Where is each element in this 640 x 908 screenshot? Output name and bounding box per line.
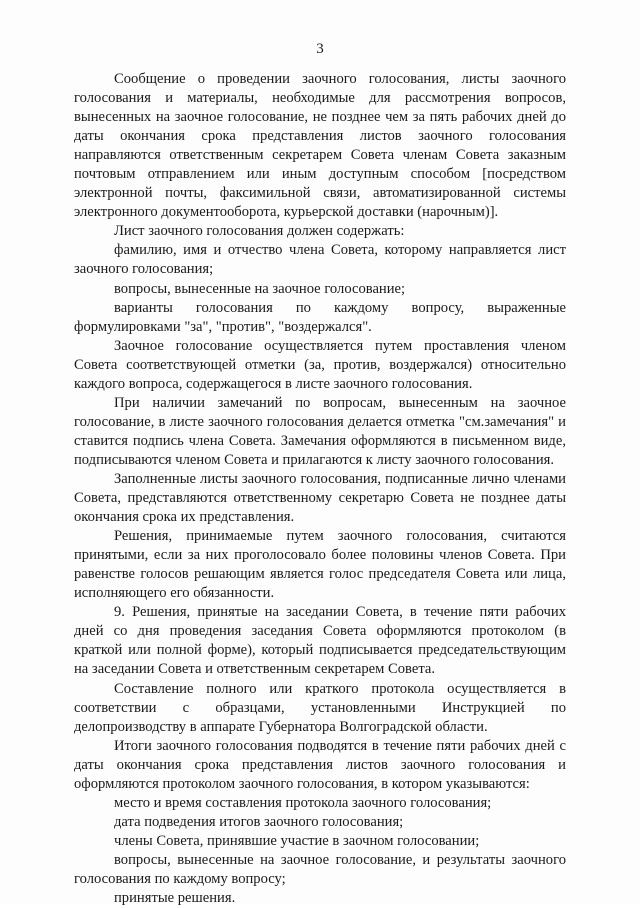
paragraph-ballot-options: варианты голосования по каждому вопросу, выраженные формулировками "за", "против", "воздержался". <box>74 299 566 335</box>
paragraph-ballot-contents-intro: Лист заочного голосования должен содержать: <box>114 223 405 240</box>
paragraph-section-9: 9. Решения, принятые на заседании Совета, в течение пяти рабочих дней со дня проведения заседания Совета оформляются протоколом (в краткой или полной форме), который подписывается председательствующим на заседании Совета и ответственным секретарем Совета. <box>74 604 566 678</box>
paragraph-results-summary: Итоги заочного голосования подводятся в течение пяти рабочих дней с даты окончания срока представления листов заочного голосования и оформляются протоколом заочного голосования, в котором указываются: <box>74 737 566 792</box>
paragraph-submission: Заполненные листы заочного голосования, подписанные лично членами Совета, представляются ответственному секретарю Совета не позднее даты окончания срока их представления. <box>74 470 566 526</box>
paragraph-remarks: При наличии замечаний по вопросам, вынесенным на заочное голосование, в листе заочного голосования делается отметка "см.замечания" и ставится подпись члена Совета. Замечания оформляются в письменном виде, подписываются членом Совета и прилагаются к листу заочного голосования. <box>74 394 566 468</box>
paragraph-protocol-decisions: принятые решения. <box>114 890 236 907</box>
paragraph-protocol-format: Составление полного или краткого протокола осуществляется в соответствии с образцами, установленными Инструкцией по делопроизводству в аппарате Губернатора Волгоградской области. <box>74 680 566 735</box>
paragraph-protocol-members: члены Совета, принявшие участие в заочном голосовании; <box>114 832 480 849</box>
paragraph-voting-method: Заочное голосование осуществляется путем проставления членом Совета соответствующей отметки (за, против, воздержался) относительно каждого вопроса, содержащегося в листе заочного голосования. <box>74 337 566 392</box>
paragraph-protocol-results: вопросы, вынесенные на заочное голосование, и результаты заочного голосования по каждому вопросу; <box>74 851 566 887</box>
paragraph-ballot-questions: вопросы, вынесенные на заочное голосование; <box>114 280 406 297</box>
paragraph-protocol-place-time: место и время составления протокола заочного голосования; <box>114 794 492 811</box>
paragraph-ballot-member-name: фамилию, имя и отчество члена Совета, которому направляется лист заочного голосования; <box>74 242 566 278</box>
document-body <box>74 70 566 908</box>
paragraph-protocol-date: дата подведения итогов заочного голосования; <box>114 813 404 830</box>
paragraph-notification: Сообщение о проведении заочного голосования, листы заочного голосования и материалы, необходимые для рассмотрения вопросов, вынесенных на заочное голосование, не позднее чем за пять рабочих дней до даты окончания срока представления листов заочного голосования направляются ответственным секретарем Совета членам Совета заказным почтовым отправлением или иным доступным способом [посредством электронной почты, факсимильной связи, автоматизированной системы электронного документооборота, курьерской доставки (нарочным)]. <box>74 71 566 221</box>
paragraph-decision-rule: Решения, принимаемые путем заочного голосования, считаются принятыми, если за них проголосовало более половины членов Совета. При равенстве голосов решающим является голос председателя Совета или лица, исполняющего его обязанности. <box>74 528 566 602</box>
page-number: 3 <box>316 41 324 57</box>
